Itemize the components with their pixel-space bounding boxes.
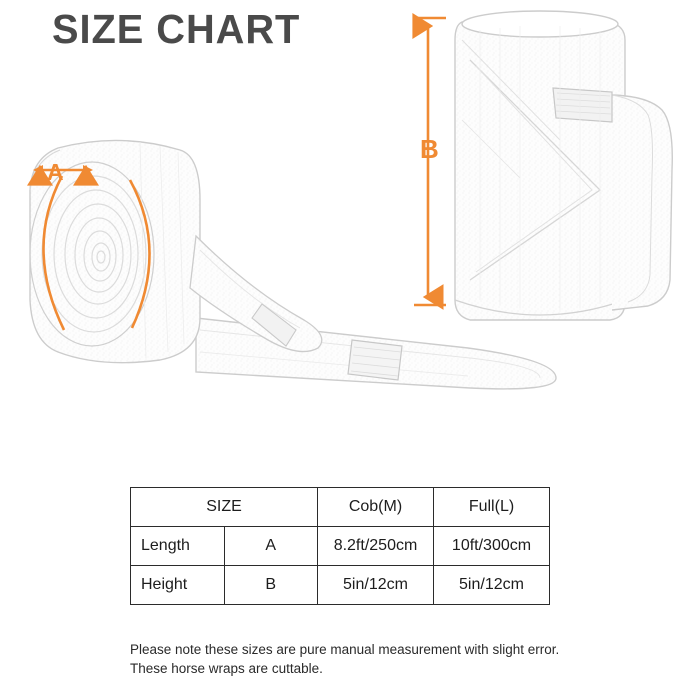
row-label-height: Height xyxy=(131,566,225,605)
length-cob-value: 8.2ft/250cm xyxy=(318,527,434,566)
height-cob-value: 5in/12cm xyxy=(318,566,434,605)
header-size: SIZE xyxy=(131,488,318,527)
standing-wrap-right xyxy=(455,11,672,320)
row-letter-a: A xyxy=(224,527,318,566)
table-row xyxy=(131,566,550,605)
footnote-line-1: Please note these sizes are pure manual measurement with slight error. xyxy=(130,642,560,657)
table-row xyxy=(131,527,550,566)
row-label-length: Length xyxy=(131,527,225,566)
header-full: Full(L) xyxy=(434,488,550,527)
size-table-wrapper xyxy=(130,487,550,605)
size-table xyxy=(130,487,550,605)
table-header-row xyxy=(131,488,550,527)
length-full-value: 10ft/300cm xyxy=(434,527,550,566)
dimension-label-a: A xyxy=(47,159,64,185)
footnote-line-2: These horse wraps are cuttable. xyxy=(130,661,323,676)
height-full-value: 5in/12cm xyxy=(434,566,550,605)
dimension-label-b: B xyxy=(420,134,439,164)
row-letter-b: B xyxy=(224,566,318,605)
header-cob: Cob(M) xyxy=(318,488,434,527)
page-title: SIZE CHART xyxy=(52,6,301,52)
footnote xyxy=(130,640,600,678)
